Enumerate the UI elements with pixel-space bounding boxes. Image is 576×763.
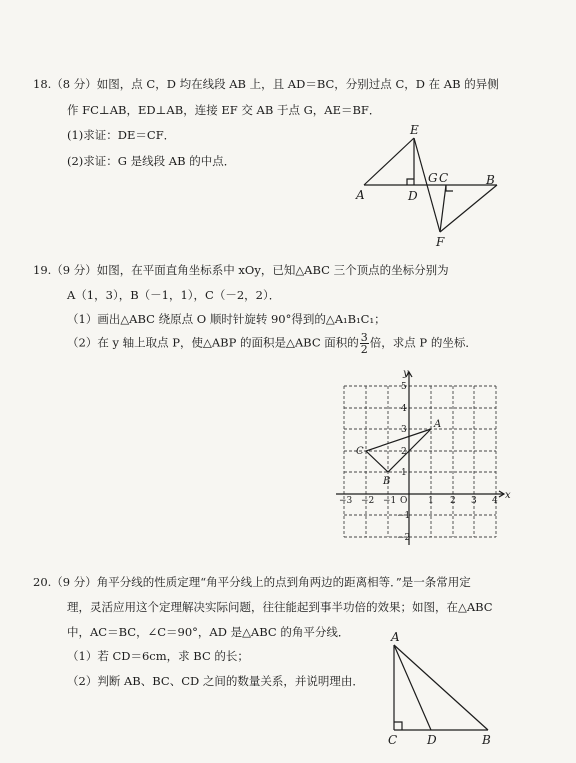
q18-label-D: D [408, 189, 418, 203]
q20-label-B: B [482, 733, 491, 747]
q19-ytick-1: 1 [401, 468, 407, 478]
q19-xtick-1: 1 [428, 496, 434, 506]
q19-ytick-3: 3 [401, 425, 407, 435]
q18-stem-line2: 作 FC⊥AB，ED⊥AB，连接 EF 交 AB 于点 G，AE＝BF． [67, 103, 381, 117]
q19-point-C: C [356, 446, 364, 457]
q19-x-axis-label: x [505, 490, 511, 501]
q18-stem-line1: 18.（8 分）如图，点 C，D 均在线段 AB 上，且 AD＝BC，分别过点 C，D 在 AB 的异侧 [33, 77, 499, 91]
q18-label-E: E [410, 123, 419, 137]
q19-ytick-neg1: −1 [397, 511, 411, 521]
q19-origin-label: O [400, 496, 408, 506]
q19-xtick-neg2: −2 [361, 496, 375, 506]
q19-stem-line1: 19.（9 分）如图，在平面直角坐标系中 xOy，已知△ABC 三个顶点的坐标分别为 [33, 263, 449, 277]
q18-label-G: G [428, 171, 438, 185]
q20-stem-line1: 20.（9 分）角平分线的性质定理“角平分线上的点到角两边的距离相等．”是一条常用定 [33, 575, 471, 589]
q19-xtick-neg1: −1 [383, 496, 397, 506]
q19-ytick-5: 5 [401, 382, 407, 392]
q19-ytick-4: 4 [401, 404, 407, 414]
q19-stem-line2: A（1，3），B（－1，1），C（－2，2）． [67, 288, 281, 302]
q20-label-C: C [388, 733, 398, 747]
q19-ytick-2: 2 [401, 447, 407, 457]
q19-point-B: B [383, 476, 391, 487]
q19-fraction-num: 3 [360, 331, 368, 344]
q19-point-A: A [434, 419, 442, 430]
q18-label-A: A [356, 188, 365, 202]
q18-label-F: F [436, 235, 445, 249]
q19-part2-after: 倍，求点 P 的坐标． [369, 335, 477, 350]
q19-y-axis-label: y [403, 368, 409, 379]
q19-xtick-4: 4 [492, 496, 498, 506]
q18-part2: (2)求证：G 是线段 AB 的中点． [67, 154, 236, 168]
q19-part1: （1）画出△ABC 绕原点 O 顺时针旋转 90°得到的△A₁B₁C₁； [67, 312, 386, 326]
q19-xtick-2: 2 [450, 496, 456, 506]
q19-xtick-neg3: −3 [339, 496, 353, 506]
q20-stem-line3: 中，AC＝BC，∠C＝90°，AD 是△ABC 的角平分线． [67, 625, 350, 639]
q20-part1: （1）若 CD＝6cm，求 BC 的长； [67, 649, 249, 663]
q18-part1: (1)求证：DE＝CF． [67, 128, 176, 142]
q18-label-B: B [486, 173, 495, 187]
q20-part2: （2）判断 AB、BC、CD 之间的数量关系，并说明理由． [67, 674, 364, 688]
q19-part2-before: （2）在 y 轴上取点 P，使△ABP 的面积是△ABC 面积的 [67, 335, 359, 350]
q20-label-D: D [427, 733, 437, 747]
q18-label-C: C [439, 171, 449, 185]
q20-stem-line2: 理，灵活应用这个定理解决实际问题，往往能起到事半功倍的效果；如图，在△ABC [67, 600, 493, 614]
q19-xtick-3: 3 [471, 496, 477, 506]
q19-ytick-neg2: −2 [397, 533, 411, 543]
q19-fraction-den: 2 [360, 343, 368, 356]
q20-label-A: A [391, 630, 400, 644]
